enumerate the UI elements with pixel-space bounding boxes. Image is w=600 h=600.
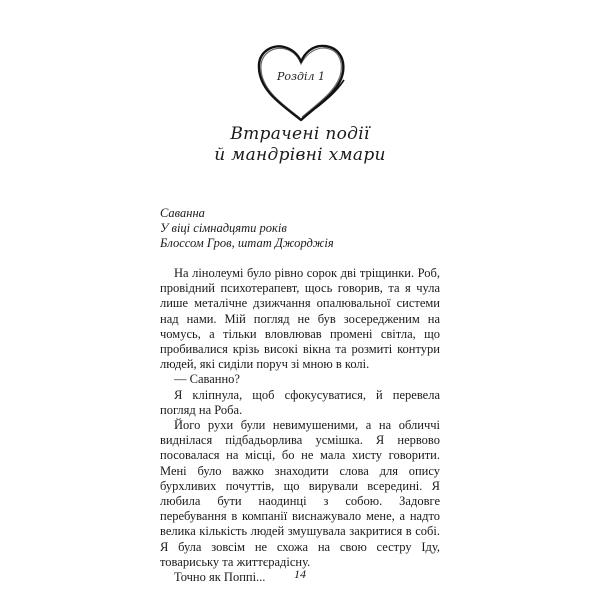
paragraph: — Саванно? — [174, 372, 240, 387]
narrator-location: Блоссом Гров, штат Джорджія — [160, 236, 334, 250]
chapter-heart-emblem — [254, 40, 348, 124]
narrator-age: У віці сімнадцяти років — [160, 221, 287, 235]
paragraph: Точно як Поппі... — [174, 570, 266, 585]
chapter-number: Розділ 1 — [276, 70, 325, 83]
page-number: 14 — [294, 567, 306, 581]
chapter-title-line-2: й мандрівні хмари — [214, 145, 386, 165]
chapter-title-line-1: Втрачені події — [230, 124, 370, 144]
paragraph: Його рухи були невимушеними, а на обличчі виднілася підбадьорлива усмішка. Я нервово посовалася на місці, бо не мала хисту говорити. Мені було важко знаходити слова для опису бурхливих почуттів, що вирували всередині. Я любила бути наодинці з собою. Задовге перебування в компанії виснажувало мене, а надто велика кількість людей змушувала закритися в собі. Я була зовсім не схожа на свою сестру Іду, товариську та життєрадісну. — [160, 418, 440, 569]
narrator-name: Саванна — [160, 206, 205, 220]
paragraph: На лінолеумі було рівно сорок дві тріщинки. Роб, провідний психотерапевт, щось говорив, та я чула лише металічне дзижчання опалювальної системи над нами. Мій погляд не був зосередженим на чомусь, а тільки вловлював промені світла, що пробивалися крізь високі вікна та розмиті контури людей, які сиділи поруч зі мною в колі. — [160, 266, 440, 372]
paragraph: Я кліпнула, щоб сфокусуватися, й перевела погляд на Роба. — [160, 387, 440, 417]
chapter-body — [160, 266, 440, 585]
